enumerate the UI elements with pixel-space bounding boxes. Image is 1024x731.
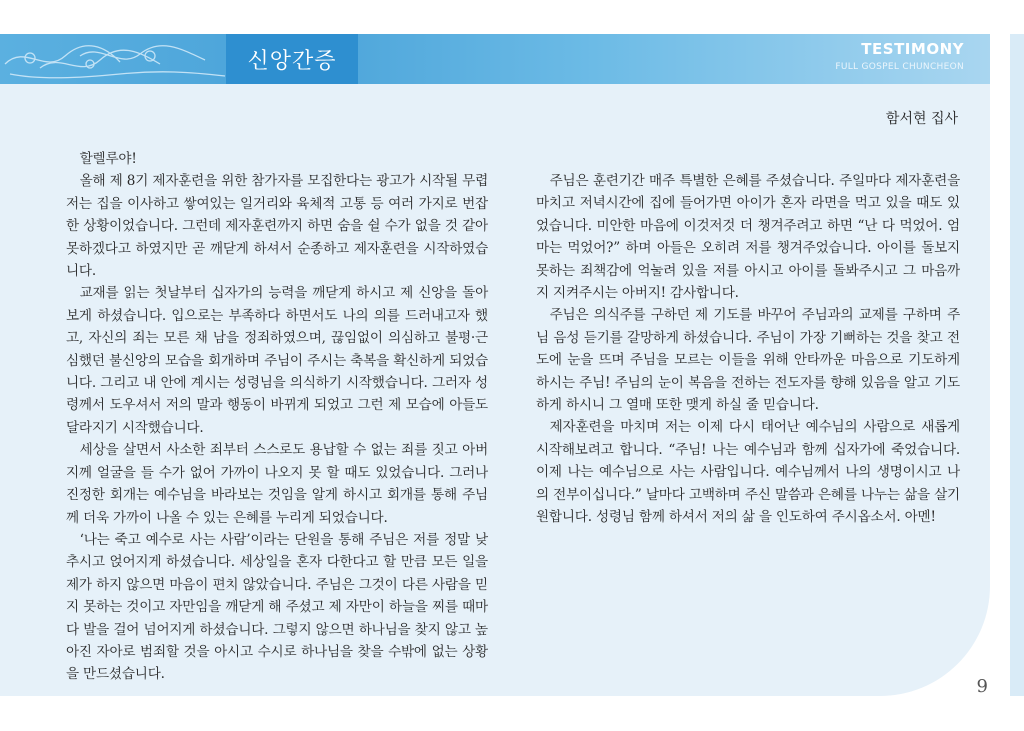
paragraph: 주님은 훈련기간 매주 특별한 은혜를 주셨습니다. 주일마다 제자훈련을 마치고 저녁시간에 집에 들어가면 아이가 혼자 라면을 먹고 있을 때도 있었습니다. 미안한 마음에 이것저것 더 챙겨주려고 하면 “난 다 먹었어. 엄마는 먹었어?” 하며 아들은 오히려 저를 챙겨주었습니다. 아이를 돌보지 못하는 죄책감에 억눌려 있을 저를 아시고 아이를 돌봐주시고 그 마음까지 지켜주시는 아버지! 감사합니다. [536, 173, 960, 302]
swirl-ornament-icon [0, 34, 240, 84]
brand-subtitle: FULL GOSPEL CHUNCHEON [835, 62, 964, 72]
left-column [66, 148, 488, 686]
paragraph: 주님은 의식주를 구하던 제 기도를 바꾸어 주님과의 교제를 구하며 주님 음성 듣기를 갈망하게 하셨습니다. 주님이 가장 기뻐하는 것을 찾고 전도에 눈을 뜨며 주님을 모르는 이들을 위해 안타까운 마음으로 기도하게 하시는 주님! 주님의 눈이 복음을 전하는 전도자를 향해 있음을 알고 기도하게 하시니 그 열매 또한 맺게 하실 줄 믿습니다. [536, 307, 960, 414]
brand-block [835, 40, 964, 72]
paragraph: ‘나는 죽고 예수로 사는 사람’이라는 단원을 통해 주님은 저를 정말 낮추시고 얹어지게 하셨습니다. 세상일을 혼자 다한다고 할 만큼 모든 일을 제가 하지 않으면 마음이 편치 않았습니다. 주님은 그것이 다른 사람을 믿지 못하는 것이고 자만임을 깨닫게 해 주셨고 제 자만이 하늘을 찌를 때마다 발을 걸어 넘어지게 하셨습니다. 그렇지 않으면 하나님을 찾지 않고 높아진 자아로 범죄할 것을 아시고 수시로 하나님을 찾을 수밖에 없는 상황을 만드셨습니다. [66, 531, 488, 683]
paragraph: 세상을 살면서 사소한 죄부터 스스로도 용납할 수 없는 죄를 짓고 아버지께 얼굴을 들 수가 없어 가까이 나오지 못 할 때도 있었습니다. 그러나 진정한 회개는 예수님을 바라보는 것임을 알게 하시고 회개를 통해 주님께 더욱 가까이 나올 수 있는 은혜를 누리게 되었습니다. [66, 442, 488, 526]
side-stripe [1010, 34, 1024, 696]
page-number: 9 [976, 676, 988, 697]
author-name: 함서현 집사 [885, 111, 958, 127]
brand-title: TESTIMONY [861, 40, 964, 58]
paragraph: 할렐루야! [79, 151, 137, 167]
right-column [536, 170, 960, 529]
paragraph: 교재를 읽는 첫날부터 십자가의 능력을 깨닫게 하시고 제 신앙을 돌아보게 하셨습니다. 입으로는 부족하다 하면서도 나의 의를 드러내고자 했고, 자신의 죄는 모른 채 남을 정죄하였으며, 끊임없이 의심하고 불평·근심했던 불신앙의 모습을 회개하며 주님이 주시는 축복을 확신하게 되었습니다. 그리고 내 안에 계시는 성령님을 의식하기 시작했습니다. 그러자 성령께서 도우셔서 저의 말과 행동이 바뀌게 되었고 그런 제 모습에 아들도 달라지기 시작했습니다. [66, 285, 488, 436]
paragraph: 올해 제 8기 제자훈련을 위한 참가자를 모집한다는 광고가 시작될 무렵 저는 집을 이사하고 쌓여있는 일거리와 육체적 고통 등 여러 가지로 번잡한 상황이었습니다. 그런데 제자훈련까지 하면 숨을 쉴 수가 없을 것 같아 못하겠다고 하였지만 곧 깨닫게 하셔서 순종하고 제자훈련을 시작하였습니다. [66, 173, 488, 280]
paragraph: 제자훈련을 마치며 저는 이제 다시 태어난 예수님의 사람으로 새롭게 시작해보려고 합니다. “주님! 나는 예수님과 함께 십자가에 죽었습니다. 이제 나는 예수님으로 사는 사람입니다. 예수님께서 나의 생명이시고 나의 전부이십니다.” 날마다 고백하며 주신 말씀과 은혜를 나누는 삶을 살기 원합니다. 성령님 함께 하셔서 저의 삶 을 인도하여 주시옵소서. 아멘! [536, 419, 960, 526]
section-title: 신앙간증 [226, 34, 358, 84]
